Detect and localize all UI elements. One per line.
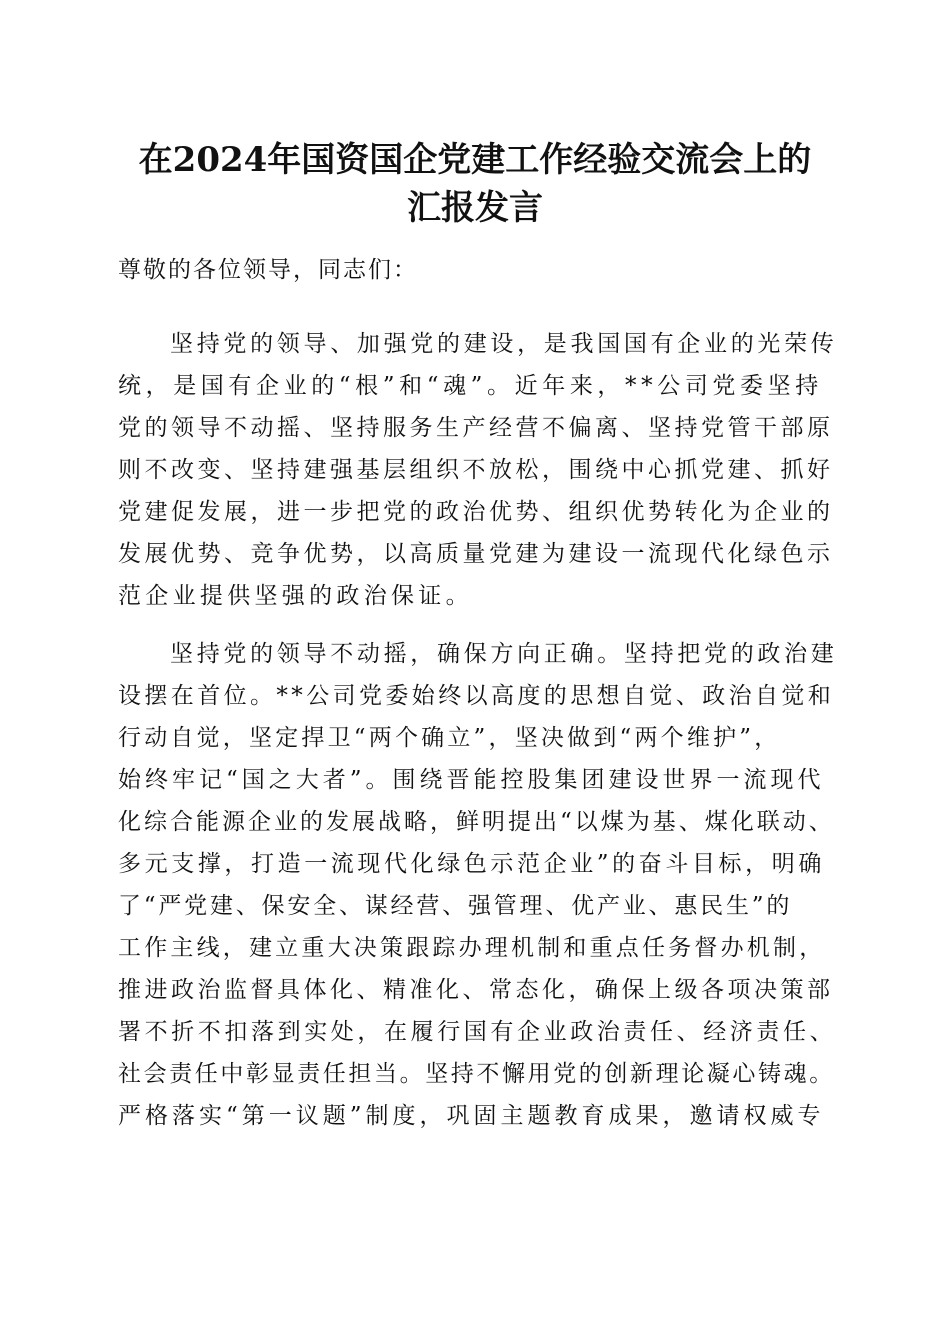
title-line-2: 汇报发言 bbox=[407, 188, 543, 228]
paragraph-1-line: 统，是国有企业的“根”和“魂”。近年来，**公司党委坚持 bbox=[118, 373, 823, 399]
paragraph-2-line: 坚持党的领导不动摇，确保方向正确。坚持把党的政治建 bbox=[170, 641, 838, 667]
greeting: 尊敬的各位领导，同志们： bbox=[118, 257, 418, 283]
paragraph-2-line: 设摆在首位。**公司党委始终以高度的思想自觉、政治自觉和 bbox=[118, 683, 835, 709]
paragraph-1-line: 范企业提供坚强的政治保证。 bbox=[118, 583, 473, 609]
title-line-1: 在2024年国资国企党建工作经验交流会上的 bbox=[138, 140, 812, 180]
paragraph-2-line: 了“严党建、保安全、谋经营、强管理、优产业、惠民生”的 bbox=[118, 893, 793, 919]
paragraph-1-line: 党的领导不动摇、坚持服务生产经营不偏离、坚持党管干部原 bbox=[118, 415, 834, 441]
paragraph-2-line: 署不折不扣落到实处，在履行国有企业政治责任、经济责任、 bbox=[118, 1019, 837, 1045]
paragraph-2-line: 严格落实“第一议题”制度，巩固主题教育成果，邀请权威专 bbox=[118, 1103, 825, 1129]
paragraph-1-line: 发展优势、竞争优势，以高质量党建为建设一流现代化绿色示 bbox=[118, 541, 834, 567]
paragraph-2-line: 行动自觉，坚定捍卫“两个确立”，坚决做到“两个维护”， bbox=[118, 725, 781, 751]
document-title bbox=[0, 136, 950, 232]
paragraph-2-line: 工作主线，建立重大决策跟踪办理机制和重点任务督办机制， bbox=[118, 935, 826, 961]
paragraph-1-line: 党建促发展，进一步把党的政治优势、组织优势转化为企业的 bbox=[118, 499, 834, 525]
paragraph-2-line: 多元支撑，打造一流现代化绿色示范企业”的奋斗目标，明确 bbox=[118, 851, 825, 877]
paragraph-2-line: 化综合能源企业的发展战略，鲜明提出“以煤为基、煤化联动、 bbox=[118, 809, 835, 835]
paragraph-2-line: 推进政治监督具体化、精准化、常态化，确保上级各项决策部 bbox=[118, 977, 834, 1003]
paragraph-1-line: 则不改变、坚持建强基层组织不放松，围绕中心抓党建、抓好 bbox=[118, 457, 834, 483]
paragraph-1-line: 坚持党的领导、加强党的建设，是我国国有企业的光荣传 bbox=[170, 331, 838, 357]
paragraph-2-line: 始终牢记“国之大者”。围绕晋能控股集团建设世界一流现代 bbox=[118, 767, 825, 793]
paragraph-2-line: 社会责任中彰显责任担当。坚持不懈用党的创新理论凝心铸魂。 bbox=[118, 1061, 835, 1087]
